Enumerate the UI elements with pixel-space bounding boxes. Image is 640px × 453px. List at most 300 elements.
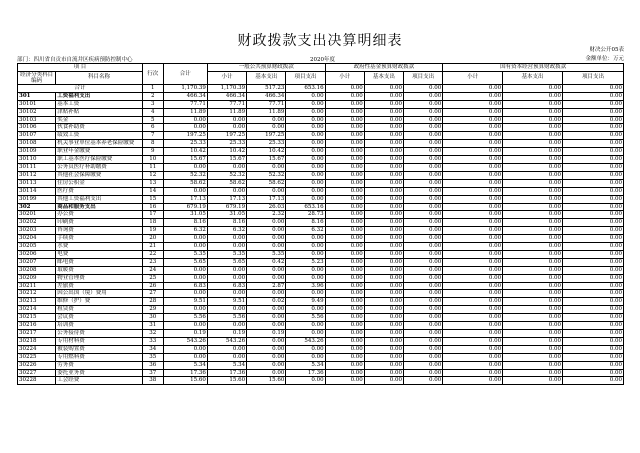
row-total: 0.19 [163,330,207,338]
row-total: 25.33 [163,140,207,148]
form-code: 财决公开05表 [589,47,624,53]
row-code: 30228 [18,377,56,385]
table-row [18,156,624,164]
row-name: 商品和服务支出 [56,203,143,211]
row-g-sub: 0.00 [207,353,246,361]
header-total: 合计 [163,64,207,85]
row-f-proj: 0.00 [404,345,443,353]
row-s-sub: 0.00 [443,203,503,211]
row-no: 30 [142,314,163,322]
row-g-sub: 58.62 [207,179,246,187]
row-f-basic: 0.00 [364,195,403,203]
row-f-sub: 0.00 [325,377,364,385]
row-code: 30205 [18,243,56,251]
row-f-sub: 0.00 [325,124,364,132]
row-g-sub: 0.00 [207,163,246,171]
row-g-sub: 543.26 [207,337,246,345]
row-g-proj: 8.16 [286,219,325,227]
row-s-sub: 0.00 [443,227,503,235]
row-s-proj: 0.00 [562,219,623,227]
row-s-sub: 0.00 [443,314,503,322]
row-code: 30202 [18,219,56,227]
row-code: 30214 [18,306,56,314]
row-g-basic: 58.62 [247,179,286,187]
row-total: 52.32 [163,171,207,179]
row-code: 30103 [18,116,56,124]
row-g-proj: 0.00 [286,235,325,243]
row-g-proj: 0.00 [286,345,325,353]
row-code: 30101 [18,100,56,108]
row-f-proj: 0.00 [404,219,443,227]
row-no: 17 [142,211,163,219]
table-row [18,361,624,369]
row-g-sub: 77.71 [207,100,246,108]
row-f-sub: 0.00 [325,235,364,243]
row-s-basic: 0.00 [503,100,563,108]
year-label: 2020年度 [310,57,335,63]
row-s-basic: 0.00 [503,108,563,116]
row-no: 10 [142,156,163,164]
row-total: 9.51 [163,298,207,306]
row-s-sub: 0.00 [443,235,503,243]
row-total: 6.83 [163,282,207,290]
row-s-sub: 0.00 [443,116,503,124]
row-name: 专用燃料费 [56,353,143,361]
row-f-sub: 0.00 [325,156,364,164]
row-g-proj: 0.00 [286,330,325,338]
row-s-proj: 0.00 [562,163,623,171]
row-s-proj: 0.00 [562,353,623,361]
row-no: 16 [142,203,163,211]
row-code: 30216 [18,322,56,330]
row-f-proj: 0.00 [404,203,443,211]
row-g-sub: 9.51 [207,298,246,306]
row-s-basic: 0.00 [503,132,563,140]
row-name: 水费 [56,243,143,251]
row-total: 77.71 [163,100,207,108]
row-name: 职工基本医疗保险缴费 [56,156,143,164]
row-f-basic: 0.00 [364,132,403,140]
row-f-basic: 0.00 [364,330,403,338]
table-row [18,266,624,274]
row-g-proj: 0.00 [286,195,325,203]
row-f-sub: 0.00 [325,290,364,298]
row-g-basic: 0.00 [247,219,286,227]
row-code: 30112 [18,171,56,179]
row-code: 30203 [18,227,56,235]
row-no: 37 [142,369,163,377]
row-s-basic: 0.00 [503,92,563,100]
header-s-project: 项目支出 [562,71,623,84]
row-no: 27 [142,290,163,298]
table-row [18,345,624,353]
row-g-sub: 0.00 [207,235,246,243]
row-s-basic: 0.00 [503,148,563,156]
row-f-proj: 0.00 [404,211,443,219]
row-f-sub: 0.00 [325,179,364,187]
row-g-sub: 17.13 [207,195,246,203]
row-g-basic: 77.71 [247,100,286,108]
row-code: 30212 [18,290,56,298]
header-f-basic: 基本支出 [364,71,403,84]
row-f-sub: 0.00 [325,345,364,353]
table-row [18,314,624,322]
row-no: 19 [142,227,163,235]
row-s-proj: 0.00 [562,243,623,251]
row-total: 543.26 [163,337,207,345]
row-f-proj: 0.00 [404,171,443,179]
header-general-budget: 一般公共预算财政拨款 [207,64,325,72]
row-g-basic: 2.87 [247,282,286,290]
row-g-basic: 17.13 [247,195,286,203]
row-name: 工资福利支出 [56,92,143,100]
row-code: 30110 [18,156,56,164]
row-code: 30108 [18,140,56,148]
row-g-basic: 10.42 [247,148,286,156]
row-s-proj: 0.00 [562,108,623,116]
row-f-sub: 0.00 [325,211,364,219]
row-s-basic: 0.00 [503,314,563,322]
row-total: 5.35 [163,250,207,258]
row-s-basic: 0.00 [503,227,563,235]
total-row [18,84,624,92]
row-s-basic: 0.00 [503,322,563,330]
row-f-basic: 0.00 [364,163,403,171]
row-f-sub: 0.00 [325,369,364,377]
row-f-basic: 0.00 [364,361,403,369]
row-f-basic: 0.00 [364,345,403,353]
row-f-proj: 0.00 [404,148,443,156]
row-g-sub: 0.00 [207,116,246,124]
row-g-sub: 0.00 [207,322,246,330]
total-row-s-proj: 0.00 [562,84,623,92]
total-row-g-sub: 1,170.39 [207,84,246,92]
row-no: 20 [142,235,163,243]
row-s-proj: 0.00 [562,211,623,219]
row-g-proj: 0.00 [286,353,325,361]
row-g-basic: 0.00 [247,306,286,314]
row-name: 取暖费 [56,266,143,274]
row-s-basic: 0.00 [503,243,563,251]
row-f-sub: 0.00 [325,171,364,179]
row-s-sub: 0.00 [443,266,503,274]
row-s-sub: 0.00 [443,330,503,338]
table-row [18,108,624,116]
row-g-proj: 0.00 [286,306,325,314]
row-s-sub: 0.00 [443,250,503,258]
row-name: 津贴补贴 [56,108,143,116]
header-soe-capital: 国有资本经营预算财政拨款 [443,64,624,72]
row-g-basic: 0.00 [247,345,286,353]
total-row-f-proj: 0.00 [404,84,443,92]
row-s-basic: 0.00 [503,187,563,195]
row-g-sub: 0.00 [207,266,246,274]
row-g-proj: 3.96 [286,282,325,290]
row-code: 30107 [18,132,56,140]
row-f-proj: 0.00 [404,116,443,124]
table-row [18,377,624,385]
page-title: 财政拨款支出决算明细表 [237,33,403,49]
row-f-basic: 0.00 [364,124,403,132]
total-row-g-proj: 653.16 [286,84,325,92]
total-row-total: 1,170.39 [163,84,207,92]
table-row [18,282,624,290]
row-s-basic: 0.00 [503,163,563,171]
table-row [18,195,624,203]
row-g-sub: 6.32 [207,227,246,235]
row-code: 30213 [18,298,56,306]
row-g-proj: 6.32 [286,227,325,235]
row-f-sub: 0.00 [325,266,364,274]
row-g-basic: 0.00 [247,337,286,345]
row-f-proj: 0.00 [404,195,443,203]
table-row [18,298,624,306]
row-f-sub: 0.00 [325,250,364,258]
row-f-sub: 0.00 [325,314,364,322]
row-f-proj: 0.00 [404,140,443,148]
row-name: 劳务费 [56,361,143,369]
table-row [18,235,624,243]
row-g-proj: 5.56 [286,314,325,322]
header-g-subtotal: 小计 [207,71,246,84]
header-g-project: 项目支出 [286,71,325,84]
row-name: 邮电费 [56,258,143,266]
row-code: 30106 [18,124,56,132]
row-name: 电费 [56,250,143,258]
table-row [18,171,624,179]
row-f-sub: 0.00 [325,116,364,124]
row-f-basic: 0.00 [364,171,403,179]
row-s-sub: 0.00 [443,92,503,100]
row-total: 0.00 [163,345,207,353]
row-g-basic: 0.00 [247,266,286,274]
row-s-proj: 0.00 [562,258,623,266]
row-f-proj: 0.00 [404,266,443,274]
row-total: 8.16 [163,219,207,227]
row-f-proj: 0.00 [404,258,443,266]
row-code: 30224 [18,345,56,353]
row-s-sub: 0.00 [443,100,503,108]
table-row [18,337,624,345]
row-s-basic: 0.00 [503,337,563,345]
table-row [18,353,624,361]
header-s-subtotal: 小计 [443,71,503,84]
row-g-sub: 15.60 [207,377,246,385]
row-f-sub: 0.00 [325,258,364,266]
row-g-sub: 0.00 [207,290,246,298]
table-row [18,227,624,235]
table-row [18,322,624,330]
row-s-sub: 0.00 [443,140,503,148]
row-g-proj: 0.00 [286,132,325,140]
row-g-sub: 8.16 [207,219,246,227]
row-f-proj: 0.00 [404,306,443,314]
row-f-proj: 0.00 [404,179,443,187]
row-f-proj: 0.00 [404,187,443,195]
row-g-proj: 0.00 [286,92,325,100]
row-f-basic: 0.00 [364,290,403,298]
header-subject-name: 科目名称 [56,71,143,84]
row-g-proj: 0.00 [286,156,325,164]
row-g-basic: 466.34 [247,92,286,100]
row-s-basic: 0.00 [503,235,563,243]
row-f-sub: 0.00 [325,282,364,290]
row-s-proj: 0.00 [562,171,623,179]
row-g-basic: 0.00 [247,116,286,124]
row-no: 32 [142,330,163,338]
table-row [18,203,624,211]
row-s-proj: 0.00 [562,179,623,187]
row-g-sub: 0.00 [207,306,246,314]
row-g-proj: 5.23 [286,258,325,266]
row-g-basic: 197.25 [247,132,286,140]
row-name: 物业管理费 [56,274,143,282]
row-s-proj: 0.00 [562,322,623,330]
row-name: 租赁费 [56,306,143,314]
row-g-sub: 31.05 [207,211,246,219]
row-name: 其他工资福利支出 [56,195,143,203]
row-s-sub: 0.00 [443,306,503,314]
table-row [18,140,624,148]
row-g-basic: 52.32 [247,171,286,179]
row-name: 咨询费 [56,227,143,235]
row-g-sub: 0.19 [207,330,246,338]
row-g-sub: 197.25 [207,132,246,140]
row-s-proj: 0.00 [562,250,623,258]
row-s-sub: 0.00 [443,322,503,330]
row-f-basic: 0.00 [364,298,403,306]
row-s-sub: 0.00 [443,361,503,369]
row-s-sub: 0.00 [443,187,503,195]
row-f-sub: 0.00 [325,187,364,195]
row-code: 30209 [18,274,56,282]
row-f-basic: 0.00 [364,274,403,282]
row-s-sub: 0.00 [443,243,503,251]
header-row-no: 行次 [142,64,163,85]
table-row [18,211,624,219]
total-row-g-basic: 517.23 [247,84,286,92]
table-row [18,100,624,108]
row-f-basic: 0.00 [364,108,403,116]
row-code: 30201 [18,211,56,219]
row-f-proj: 0.00 [404,282,443,290]
row-f-basic: 0.00 [364,187,403,195]
row-f-sub: 0.00 [325,353,364,361]
row-code: 30109 [18,148,56,156]
table-row [18,330,624,338]
row-total: 0.00 [163,124,207,132]
row-s-basic: 0.00 [503,195,563,203]
table-row [18,306,624,314]
row-f-basic: 0.00 [364,306,403,314]
row-s-basic: 0.00 [503,290,563,298]
row-s-basic: 0.00 [503,179,563,187]
row-f-sub: 0.00 [325,337,364,345]
row-g-basic: 0.00 [247,163,286,171]
row-s-proj: 0.00 [562,100,623,108]
row-g-proj: 653.16 [286,203,325,211]
row-g-sub: 5.65 [207,258,246,266]
row-s-basic: 0.00 [503,306,563,314]
row-total: 0.00 [163,266,207,274]
row-code: 30217 [18,330,56,338]
table-row [18,179,624,187]
row-name: 办公费 [56,211,143,219]
row-f-basic: 0.00 [364,266,403,274]
row-f-basic: 0.00 [364,337,403,345]
row-g-proj: 0.00 [286,290,325,298]
row-s-sub: 0.00 [443,211,503,219]
row-f-basic: 0.00 [364,100,403,108]
row-g-proj: 0.00 [286,377,325,385]
row-g-proj: 5.34 [286,361,325,369]
row-g-basic: 15.60 [247,377,286,385]
row-no: 34 [142,345,163,353]
row-name: 印刷费 [56,219,143,227]
row-no: 4 [142,108,163,116]
row-f-sub: 0.00 [325,92,364,100]
total-row-label: 合计 [18,84,143,92]
row-name: 伙食补助费 [56,124,143,132]
row-code: 30114 [18,187,56,195]
row-total: 679.19 [163,203,207,211]
table-row [18,163,624,171]
row-f-basic: 0.00 [364,92,403,100]
row-s-proj: 0.00 [562,337,623,345]
row-s-basic: 0.00 [503,116,563,124]
table-row [18,274,624,282]
row-s-sub: 0.00 [443,345,503,353]
row-s-sub: 0.00 [443,274,503,282]
row-s-proj: 0.00 [562,361,623,369]
row-g-proj: 0.00 [286,116,325,124]
row-f-sub: 0.00 [325,322,364,330]
row-s-basic: 0.00 [503,250,563,258]
row-f-proj: 0.00 [404,369,443,377]
row-f-basic: 0.00 [364,235,403,243]
row-g-sub: 25.33 [207,140,246,148]
row-s-proj: 0.00 [562,227,623,235]
row-g-sub: 10.42 [207,148,246,156]
row-no: 26 [142,282,163,290]
row-s-sub: 0.00 [443,179,503,187]
row-no: 11 [142,163,163,171]
total-row-s-sub: 0.00 [443,84,503,92]
row-g-basic: 0.02 [247,298,286,306]
row-no: 33 [142,337,163,345]
row-g-sub: 5.34 [207,361,246,369]
row-f-sub: 0.00 [325,227,364,235]
row-name: 奖金 [56,116,143,124]
header-f-project: 项目支出 [404,71,443,84]
row-s-basic: 0.00 [503,353,563,361]
row-s-proj: 0.00 [562,377,623,385]
row-s-basic: 0.00 [503,345,563,353]
row-no: 15 [142,195,163,203]
row-f-basic: 0.00 [364,282,403,290]
row-name: 基本工资 [56,100,143,108]
row-g-sub: 466.34 [207,92,246,100]
row-s-basic: 0.00 [503,140,563,148]
row-s-proj: 0.00 [562,203,623,211]
row-g-proj: 0.00 [286,171,325,179]
row-s-basic: 0.00 [503,369,563,377]
row-g-proj: 0.00 [286,148,325,156]
row-s-proj: 0.00 [562,330,623,338]
row-no: 24 [142,266,163,274]
row-g-proj: 28.73 [286,211,325,219]
row-code: 30199 [18,195,56,203]
